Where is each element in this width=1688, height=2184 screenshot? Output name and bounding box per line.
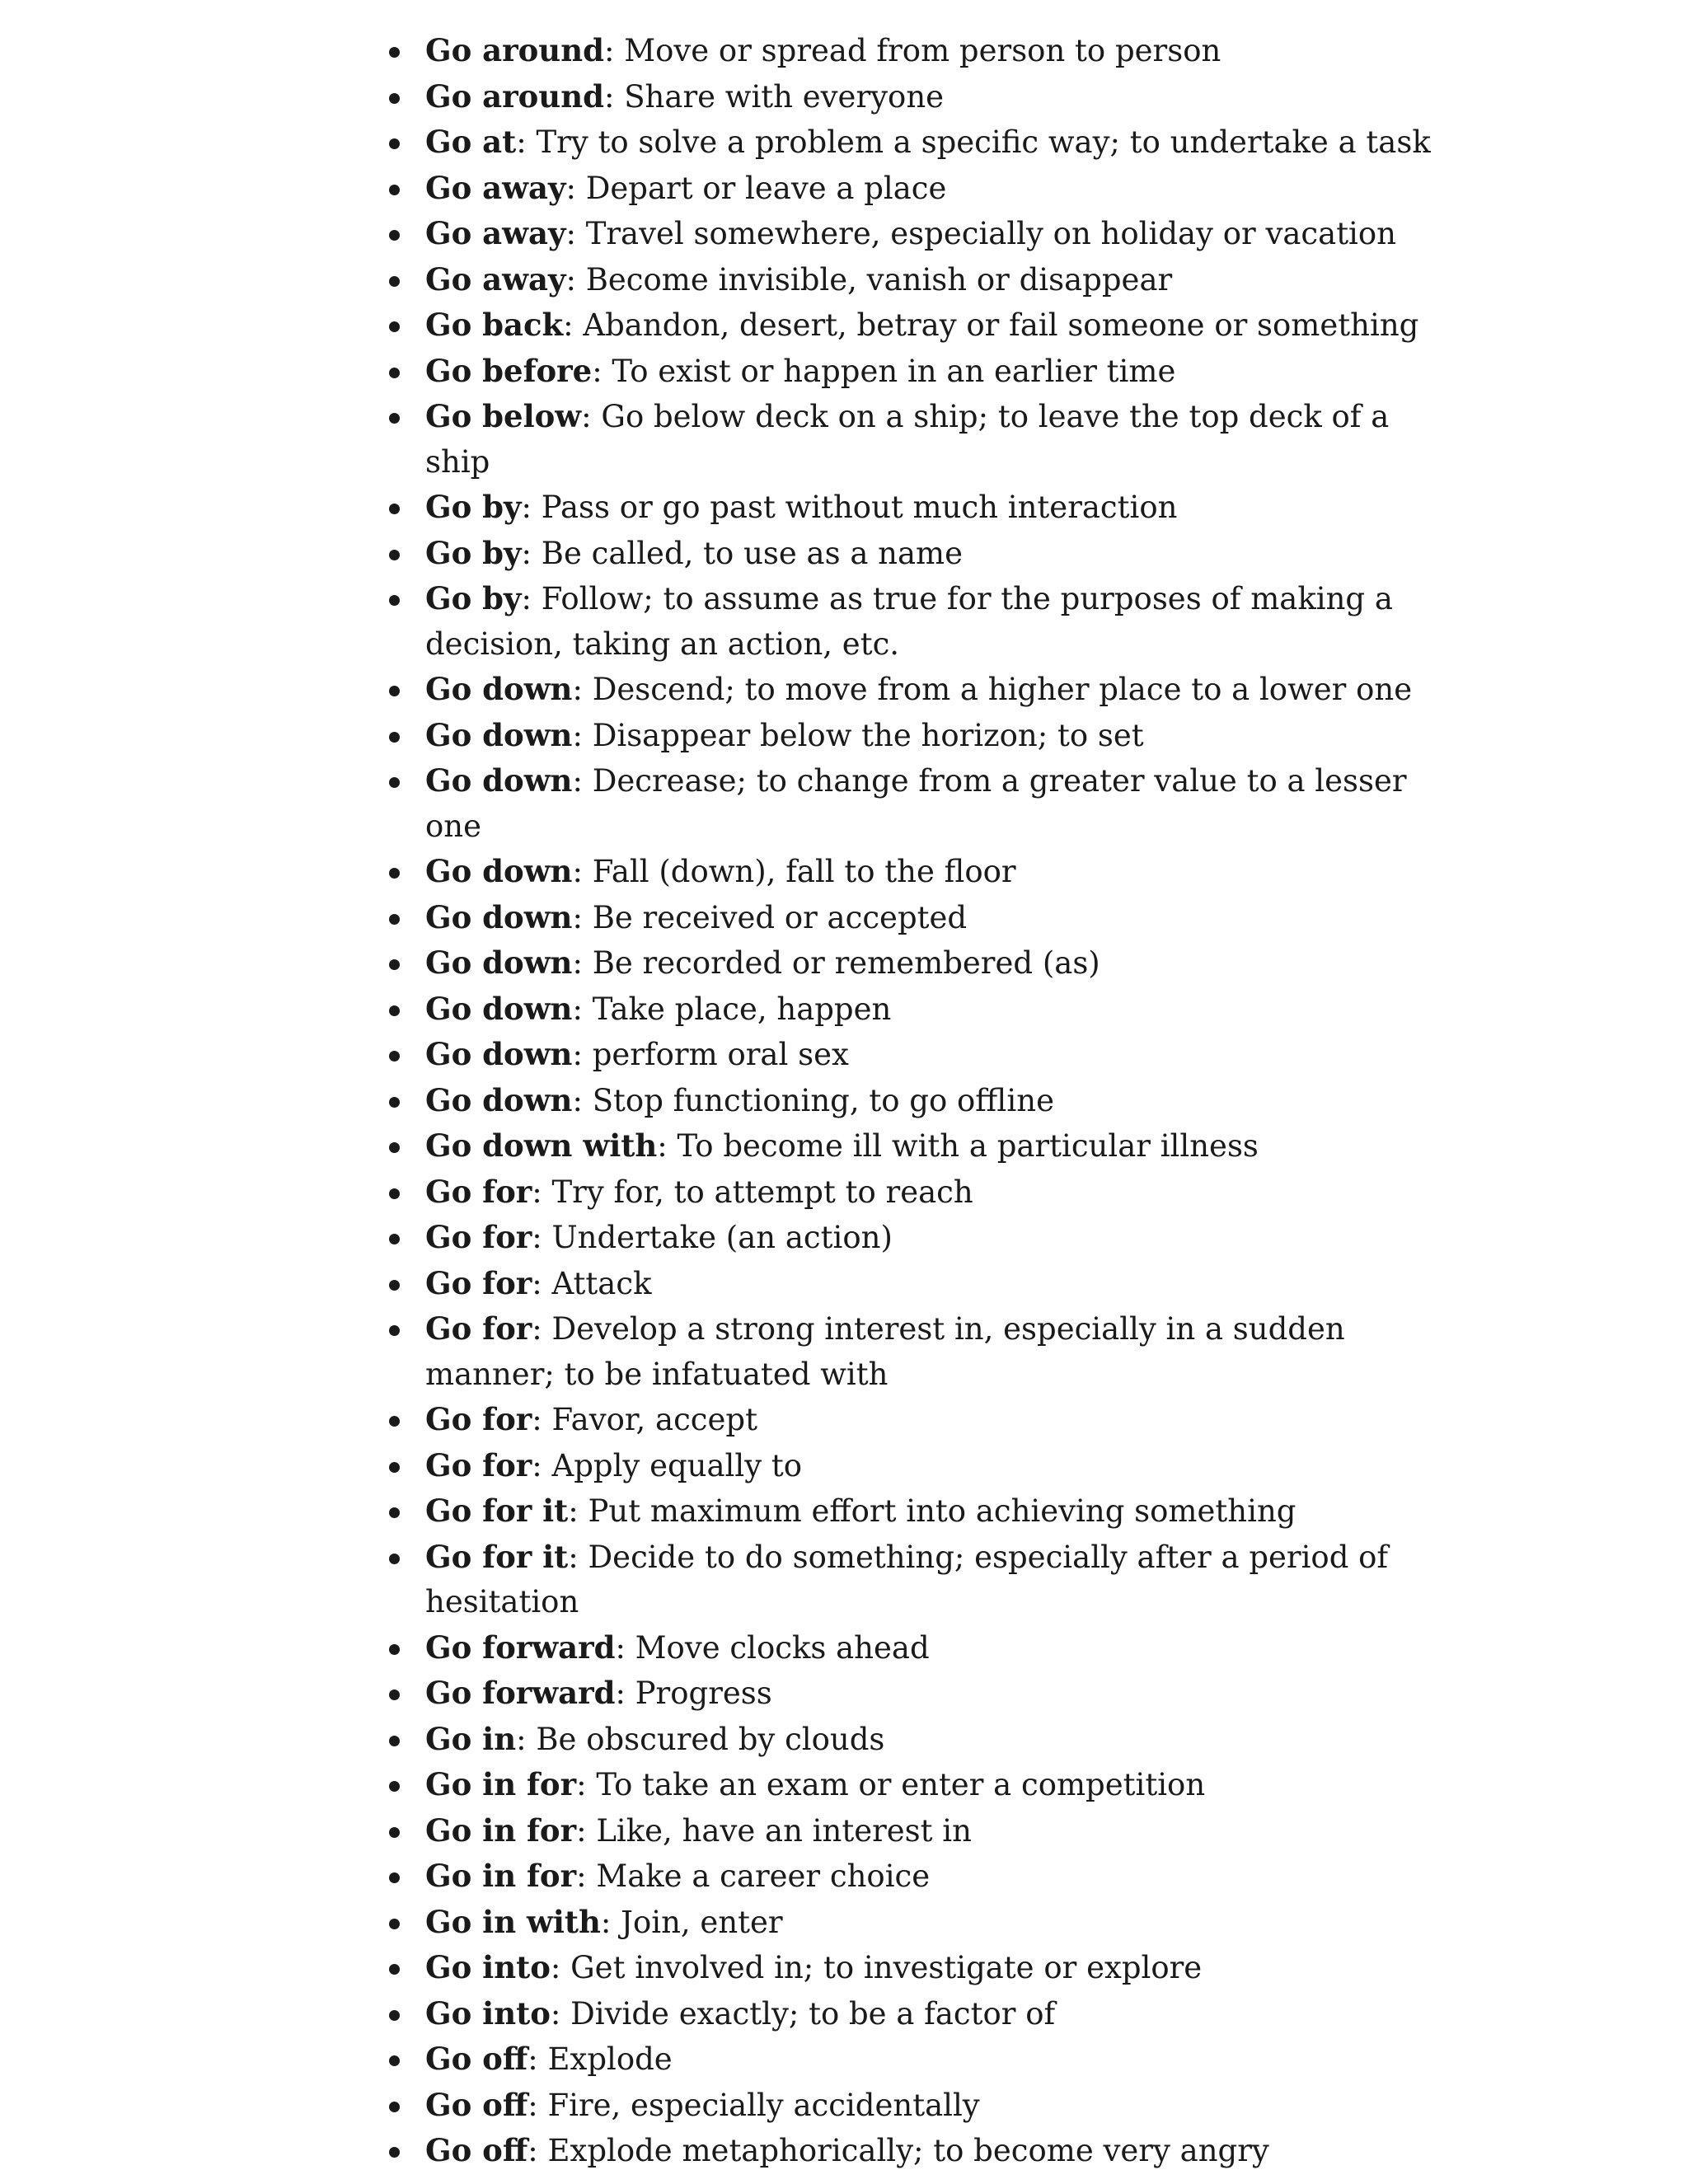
list-item [386, 1261, 1441, 1307]
list-item [386, 667, 1441, 713]
bullet-icon [389, 686, 400, 696]
list-item [386, 1169, 1441, 1216]
phrasal-verb-definition: : Abandon, desert, betray or fail someone or something [563, 307, 1419, 343]
list-item [386, 758, 1441, 849]
bullet-icon [389, 1416, 400, 1427]
bullet-icon [389, 1964, 400, 1975]
phrasal-verb-term: Go for it [425, 1538, 569, 1575]
bullet-icon [389, 1736, 400, 1746]
bullet-icon [389, 1462, 400, 1473]
bullet-icon [389, 1097, 400, 1108]
bullet-icon [389, 1872, 400, 1883]
phrasal-verb-definition: : Be recorded or remembered (as) [572, 945, 1100, 981]
bullet-icon [389, 230, 400, 241]
bullet-icon [389, 1325, 400, 1336]
list-item [386, 1717, 1441, 1763]
phrasal-verb-term: Go off [425, 2132, 528, 2168]
bullet-icon [389, 914, 400, 925]
bullet-icon [389, 1188, 400, 1199]
list-item [386, 940, 1441, 987]
phrasal-verb-list [386, 28, 1441, 2174]
phrasal-verb-definition: : Travel somewhere, especially on holiday or vacation [565, 216, 1396, 251]
phrasal-verb-term: Go by [425, 534, 522, 571]
bullet-icon [389, 1919, 400, 1929]
phrasal-verb-definition: : Fire, especially accidentally [528, 2087, 980, 2123]
phrasal-verb-term: Go down [425, 944, 573, 981]
phrasal-verb-term: Go for [425, 1401, 532, 1437]
phrasal-verb-term: Go below [425, 398, 582, 434]
phrasal-verb-term: Go for [425, 1219, 532, 1255]
list-item [386, 394, 1441, 485]
phrasal-verb-term: Go into [425, 1949, 551, 1985]
phrasal-verb-definition: : Take place, happen [572, 991, 892, 1027]
phrasal-verb-term: Go for [425, 1173, 532, 1210]
phrasal-verb-term: Go off [425, 2086, 528, 2123]
phrasal-verb-definition: : Try to solve a problem a specific way; to undertake a task [516, 124, 1431, 160]
list-item [386, 120, 1441, 166]
phrasal-verb-term: Go away [425, 215, 566, 251]
phrasal-verb-definition: : Decide to do something; especially after a period of hesitation [425, 1539, 1389, 1619]
phrasal-verb-term: Go away [425, 169, 566, 206]
bullet-icon [389, 1051, 400, 1062]
phrasal-verb-term: Go in for [425, 1811, 577, 1849]
bullet-icon [389, 1142, 400, 1153]
list-item [386, 2128, 1441, 2174]
phrasal-verb-definition: : Move clocks ahead [615, 1629, 930, 1666]
list-item [386, 1488, 1441, 1535]
bullet-icon [389, 959, 400, 970]
phrasal-verb-definition: : Share with everyone [603, 78, 945, 115]
bullet-icon [389, 185, 400, 195]
list-item [386, 28, 1441, 74]
list-item [386, 1078, 1441, 1124]
list-item [386, 1535, 1441, 1625]
phrasal-verb-term: Go off [425, 2041, 528, 2077]
phrasal-verb-definition: : Be obscured by clouds [516, 1721, 885, 1757]
phrasal-verb-definition: : Disappear below the horizon; to set [572, 717, 1144, 753]
list-item [386, 302, 1441, 349]
list-item [386, 74, 1441, 120]
phrasal-verb-definition: : Depart or leave a place [565, 170, 947, 206]
phrasal-verb-definition: : Be received or accepted [572, 899, 968, 935]
bullet-icon [389, 1827, 400, 1838]
phrasal-verb-definition: : Pass or go past without much interaction [521, 490, 1178, 525]
phrasal-verb-definition: : Explode metaphorically; to become very angry [528, 2133, 1269, 2168]
phrasal-verb-definition: : Undertake (an action) [532, 1220, 893, 1255]
list-item [386, 1123, 1441, 1169]
bullet-icon [389, 504, 400, 514]
phrasal-verb-term: Go down with [425, 1127, 658, 1164]
bullet-icon [389, 732, 400, 743]
phrasal-verb-term: Go around [425, 77, 604, 115]
list-item [386, 576, 1441, 667]
phrasal-verb-definition: : Stop functioning, to go offline [572, 1082, 1054, 1118]
phrasal-verb-definition: : Put maximum effort into achieving something [568, 1493, 1296, 1529]
list-item [386, 211, 1441, 257]
phrasal-verb-term: Go down [425, 898, 573, 935]
list-item [386, 1306, 1441, 1397]
list-item [386, 1854, 1441, 1900]
bullet-icon [389, 595, 400, 606]
list-item [386, 1625, 1441, 1671]
phrasal-verb-term: Go around [425, 32, 604, 68]
phrasal-verb-definition: : Join, enter [600, 1904, 783, 1940]
phrasal-verb-definition: : To exist or happen in an earlier time [592, 353, 1176, 389]
phrasal-verb-term: Go down [425, 716, 573, 753]
list-item [386, 1808, 1441, 1854]
bullet-icon [389, 777, 400, 788]
bullet-icon [389, 321, 400, 332]
bullet-icon [389, 2010, 400, 2021]
bullet-icon [389, 2102, 400, 2112]
bullet-icon [389, 47, 400, 58]
phrasal-verb-definition: : Favor, accept [532, 1402, 757, 1437]
phrasal-verb-definition: : To become ill with a particular illness [657, 1128, 1259, 1164]
phrasal-verb-term: Go away [425, 260, 566, 298]
bullet-icon [389, 93, 400, 104]
list-item [386, 895, 1441, 941]
phrasal-verb-term: Go down [425, 762, 573, 799]
phrasal-verb-definition: : Become invisible, vanish or disappear [565, 261, 1173, 298]
list-item [386, 349, 1441, 395]
list-item [386, 987, 1441, 1033]
bullet-icon [389, 1644, 400, 1655]
bullet-icon [389, 138, 400, 149]
phrasal-verb-definition: : Fall (down), fall to the floor [572, 854, 1016, 889]
phrasal-verb-term: Go for [425, 1310, 532, 1347]
list-item [386, 1991, 1441, 2037]
phrasal-verb-definition: : Go below deck on a ship; to leave the top deck of a ship [425, 399, 1390, 480]
list-item [386, 257, 1441, 303]
phrasal-verb-term: Go down [425, 1081, 573, 1118]
bullet-icon [389, 868, 400, 879]
bullet-icon [389, 1005, 400, 1016]
bullet-icon [389, 413, 400, 424]
list-item [386, 2083, 1441, 2129]
phrasal-verb-definition: : Get involved in; to investigate or explore [550, 1950, 1203, 1985]
list-item [386, 531, 1441, 577]
bullet-icon [389, 550, 400, 560]
list-item [386, 1215, 1441, 1261]
phrasal-verb-term: Go by [425, 489, 522, 525]
phrasal-verb-term: Go down [425, 990, 573, 1027]
list-item [386, 849, 1441, 895]
phrasal-verb-term: Go down [425, 671, 573, 707]
list-item [386, 2036, 1441, 2083]
phrasal-verb-definition: : perform oral sex [572, 1037, 849, 1072]
list-item [386, 1671, 1441, 1717]
phrasal-verb-term: Go for [425, 1446, 532, 1483]
phrasal-verb-definition: : Try for, to attempt to reach [532, 1174, 973, 1210]
phrasal-verb-definition: : Progress [615, 1675, 772, 1711]
phrasal-verb-term: Go in for [425, 1766, 577, 1802]
bullet-icon [389, 1554, 400, 1564]
phrasal-verb-definition: : Descend; to move from a higher place to a lower one [572, 672, 1413, 707]
phrasal-verb-definition: : Decrease; to change from a greater value to a lesser one [425, 763, 1407, 844]
list-item [386, 1032, 1441, 1078]
bullet-icon [389, 2055, 400, 2066]
phrasal-verb-term: Go down [425, 1036, 573, 1072]
bullet-icon [389, 1280, 400, 1291]
phrasal-verb-term: Go into [425, 1994, 551, 2032]
list-item [386, 1397, 1441, 1443]
phrasal-verb-term: Go forward [425, 1675, 616, 1711]
phrasal-verb-term: Go at [425, 124, 517, 160]
bullet-icon [389, 368, 400, 378]
list-item [386, 1945, 1441, 1991]
phrasal-verb-term: Go forward [425, 1629, 616, 1666]
bullet-icon [389, 276, 400, 287]
phrasal-verb-term: Go for it [425, 1493, 569, 1529]
phrasal-verb-term: Go for [425, 1264, 532, 1301]
phrasal-verb-definition: : Move or spread from person to person [603, 33, 1221, 68]
phrasal-verb-definition: : Divide exactly; to be a factor of [550, 1995, 1056, 2032]
phrasal-verb-definition: : Attack [532, 1265, 652, 1301]
list-item [386, 1762, 1441, 1808]
phrasal-verb-definition: : Follow; to assume as true for the purposes of making a decision, taking an action, etc. [425, 581, 1393, 662]
bullet-icon [389, 1234, 400, 1244]
bullet-icon [389, 1507, 400, 1518]
phrasal-verb-definition: : To take an exam or enter a competition [576, 1767, 1206, 1802]
phrasal-verb-term: Go in with [425, 1903, 601, 1940]
list-item [386, 485, 1441, 531]
phrasal-verb-term: Go before [425, 352, 593, 389]
phrasal-verb-term: Go in for [425, 1858, 577, 1894]
phrasal-verb-definition: : Develop a strong interest in, especially in a sudden manner; to be infatuated with [425, 1311, 1345, 1392]
phrasal-verb-definition: : Explode [528, 2041, 673, 2077]
phrasal-verb-definition: : Make a career choice [576, 1858, 931, 1894]
phrasal-verb-definition: : Apply equally to [532, 1447, 803, 1483]
list-item [386, 713, 1441, 759]
phrasal-verb-term: Go down [425, 853, 573, 889]
bullet-icon [389, 2147, 400, 2158]
phrasal-verb-term: Go by [425, 580, 522, 616]
phrasal-verb-definition: : Like, have an interest in [576, 1812, 972, 1849]
bullet-icon [389, 1781, 400, 1792]
list-item [386, 1900, 1441, 1946]
list-item [386, 1443, 1441, 1489]
bullet-icon [389, 1690, 400, 1700]
phrasal-verb-term: Go back [425, 307, 564, 343]
phrasal-verb-term: Go in [425, 1720, 517, 1757]
list-item [386, 166, 1441, 212]
phrasal-verb-definition: : Be called, to use as a name [521, 535, 964, 571]
